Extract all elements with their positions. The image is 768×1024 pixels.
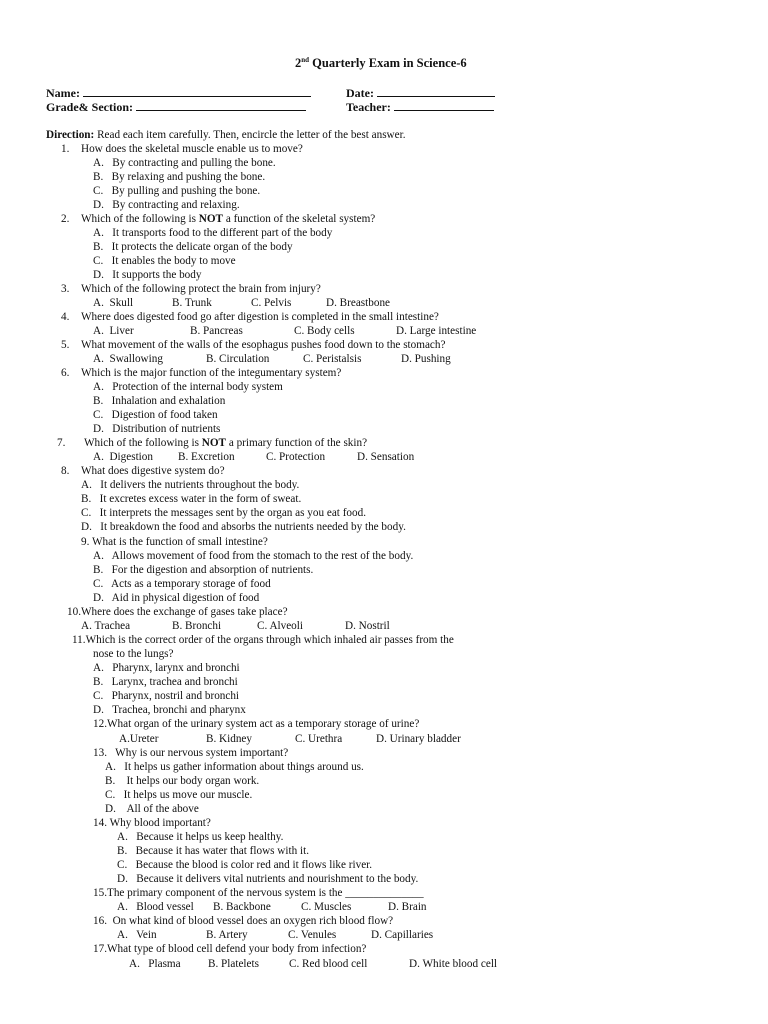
question-4: Where does digested food go after digestion is completed in the small intestine? xyxy=(81,311,439,323)
choice[interactable]: D. White blood cell xyxy=(409,958,498,970)
date-field: Date: xyxy=(346,86,495,100)
choice[interactable]: D. Trachea, bronchi and pharynx xyxy=(93,704,246,716)
question-number: 5. xyxy=(61,339,70,351)
choice[interactable]: A. Digestion xyxy=(93,451,153,463)
question-6: Which is the major function of the integumentary system? xyxy=(81,367,342,379)
choice[interactable]: C. Body cells xyxy=(294,325,355,337)
choice[interactable]: C. It enables the body to move xyxy=(93,255,236,267)
choice[interactable]: D. It supports the body xyxy=(93,269,202,281)
choice[interactable]: B. Because it has water that flows with it. xyxy=(117,845,310,857)
exam-title: 2nd Quarterly Exam in Science-6 xyxy=(295,56,467,70)
choice[interactable]: B. It excretes excess water in the form of sweat. xyxy=(81,493,302,505)
question-13: 13. Why is our nervous system important? xyxy=(93,747,289,759)
choice[interactable]: A. Blood vessel xyxy=(117,901,194,913)
choice[interactable]: B. Platelets xyxy=(208,958,259,970)
choice[interactable]: A. Protection of the internal body system xyxy=(93,381,283,393)
question-17: 17.What type of blood cell defend your body from infection? xyxy=(93,943,367,955)
question-number: 4. xyxy=(61,311,70,323)
choice[interactable]: A. Liver xyxy=(93,325,134,337)
teacher-field: Teacher: xyxy=(346,100,494,114)
choice[interactable]: A. By contracting and pulling the bone. xyxy=(93,157,276,169)
choice[interactable]: C. Peristalsis xyxy=(303,353,362,365)
choice[interactable]: B. Kidney xyxy=(206,733,252,745)
question-5: What movement of the walls of the esophagus pushes food down to the stomach? xyxy=(81,339,446,351)
choice-row xyxy=(0,957,768,971)
choice[interactable]: D. Large intestine xyxy=(396,325,477,337)
choice[interactable]: A. Pharynx, larynx and bronchi xyxy=(93,662,240,674)
choice[interactable]: D. Urinary bladder xyxy=(376,733,461,745)
choice[interactable]: D. Brain xyxy=(388,901,427,913)
question-11: 11.Which is the correct order of the organs through which inhaled air passes from the xyxy=(72,634,454,646)
choice-row xyxy=(0,324,768,338)
choice[interactable]: A. It delivers the nutrients throughout the body. xyxy=(81,479,300,491)
choice[interactable]: D. All of the above xyxy=(105,803,199,815)
name-field: Name: xyxy=(46,86,311,100)
choice[interactable]: A. Skull xyxy=(93,297,134,309)
question-number: 3. xyxy=(61,283,70,295)
choice[interactable]: C. Alveoli xyxy=(257,620,303,632)
choice[interactable]: B. Inhalation and exhalation xyxy=(93,395,226,407)
choice[interactable]: B. By relaxing and pushing the bone. xyxy=(93,171,266,183)
question-number: 7. xyxy=(57,437,66,449)
choice[interactable]: C. Protection xyxy=(266,451,326,463)
choice[interactable]: B. For the digestion and absorption of nutrients. xyxy=(93,564,314,576)
choice[interactable]: C. Acts as a temporary storage of food xyxy=(93,578,271,590)
question-7: Which of the following is NOT a primary function of the skin? xyxy=(84,437,368,449)
choice[interactable]: B. Trunk xyxy=(172,297,212,309)
choice[interactable]: A. Plasma xyxy=(129,958,181,970)
choice[interactable]: D. Breastbone xyxy=(326,297,391,309)
choice[interactable]: B. Excretion xyxy=(178,451,235,463)
name-blank[interactable] xyxy=(83,86,311,97)
choice[interactable]: D. By contracting and relaxing. xyxy=(93,199,240,211)
choice[interactable]: D. Distribution of nutrients xyxy=(93,423,221,435)
question-1: How does the skeletal muscle enable us to move? xyxy=(81,143,303,155)
question-number: 2. xyxy=(61,213,70,225)
choice[interactable]: C. Urethra xyxy=(295,733,343,745)
choice[interactable]: C. It helps us move our muscle. xyxy=(105,789,253,801)
choice[interactable]: C. Pelvis xyxy=(251,297,292,309)
choice-row xyxy=(0,296,768,310)
choice-row xyxy=(0,619,768,633)
choice[interactable]: A. It transports food to the different part of the body xyxy=(93,227,333,239)
choice[interactable]: A. Allows movement of food from the stomach to the rest of the body. xyxy=(93,550,414,562)
choice[interactable]: B. Backbone xyxy=(213,901,271,913)
choice[interactable]: D. It breakdown the food and absorbs the nutrients needed by the body. xyxy=(81,521,406,533)
choice[interactable]: A. Vein xyxy=(117,929,157,941)
choice-row xyxy=(0,450,768,464)
choice[interactable]: D. Because it delivers vital nutrients and nourishment to the body. xyxy=(117,873,419,885)
choice[interactable]: C. Digestion of food taken xyxy=(93,409,218,421)
choice-row xyxy=(0,900,768,914)
question-12: 12.What organ of the urinary system act as a temporary storage of urine? xyxy=(93,718,420,730)
choice[interactable]: C. Because the blood is color red and it flows like river. xyxy=(117,859,373,871)
choice[interactable]: A.Ureter xyxy=(119,733,159,745)
choice[interactable]: C. It interprets the messages sent by the organ as you eat food. xyxy=(81,507,367,519)
grade-section-blank[interactable] xyxy=(136,100,306,111)
choice[interactable]: B. It protects the delicate organ of the body xyxy=(93,241,293,253)
choice-row xyxy=(0,732,768,746)
choice[interactable]: D. Aid in physical digestion of food xyxy=(93,592,260,604)
choice[interactable]: D. Sensation xyxy=(357,451,415,463)
choice[interactable]: B. Bronchi xyxy=(172,620,222,632)
question-16: 16. On what kind of blood vessel does an oxygen rich blood flow? xyxy=(93,915,394,927)
question-10: 10.Where does the exchange of gases take place? xyxy=(67,606,288,618)
choice[interactable]: C. Pharynx, nostril and bronchi xyxy=(93,690,240,702)
grade-section-field: Grade& Section: xyxy=(46,100,306,114)
question-number: 6. xyxy=(61,367,70,379)
choice-row xyxy=(0,352,768,366)
choice[interactable]: A. Trachea xyxy=(81,620,131,632)
choice[interactable]: C. Muscles xyxy=(301,901,352,913)
question-number: 8. xyxy=(61,465,70,477)
question-number: 1. xyxy=(61,143,70,155)
choice[interactable]: A. Because it helps us keep healthy. xyxy=(117,831,284,843)
question-2: Which of the following is NOT a function of the skeletal system? xyxy=(81,213,376,225)
teacher-blank[interactable] xyxy=(394,100,494,111)
choice[interactable]: C. Venules xyxy=(288,929,337,941)
choice[interactable]: B. Circulation xyxy=(206,353,270,365)
question-15: 15.The primary component of the nervous system is the ______________ xyxy=(93,887,424,899)
choice[interactable]: B. It helps our body organ work. xyxy=(105,775,260,787)
question-3: Which of the following protect the brain from injury? xyxy=(81,283,321,295)
choice[interactable]: C. By pulling and pushing the bone. xyxy=(93,185,261,197)
choice[interactable]: B. Artery xyxy=(206,929,248,941)
question-11-continued: nose to the lungs? xyxy=(93,648,174,660)
choice[interactable]: D. Nostril xyxy=(345,620,390,632)
choice[interactable]: B. Larynx, trachea and bronchi xyxy=(93,676,238,688)
question-14: 14. Why blood important? xyxy=(93,817,211,829)
choice[interactable]: A. It helps us gather information about things around us. xyxy=(105,761,364,773)
question-8: What does digestive system do? xyxy=(81,465,225,477)
choice[interactable]: A. Swallowing xyxy=(93,353,163,365)
choice-row xyxy=(0,928,768,942)
choice[interactable]: B. Pancreas xyxy=(190,325,243,337)
choice[interactable]: C. Red blood cell xyxy=(289,958,368,970)
question-9: 9. What is the function of small intestine? xyxy=(81,536,268,548)
direction: Direction: Read each item carefully. Then, encircle the letter of the best answer. xyxy=(46,129,406,141)
choice[interactable]: D. Capillaries xyxy=(371,929,434,941)
choice[interactable]: D. Pushing xyxy=(401,353,451,365)
date-blank[interactable] xyxy=(377,86,495,97)
